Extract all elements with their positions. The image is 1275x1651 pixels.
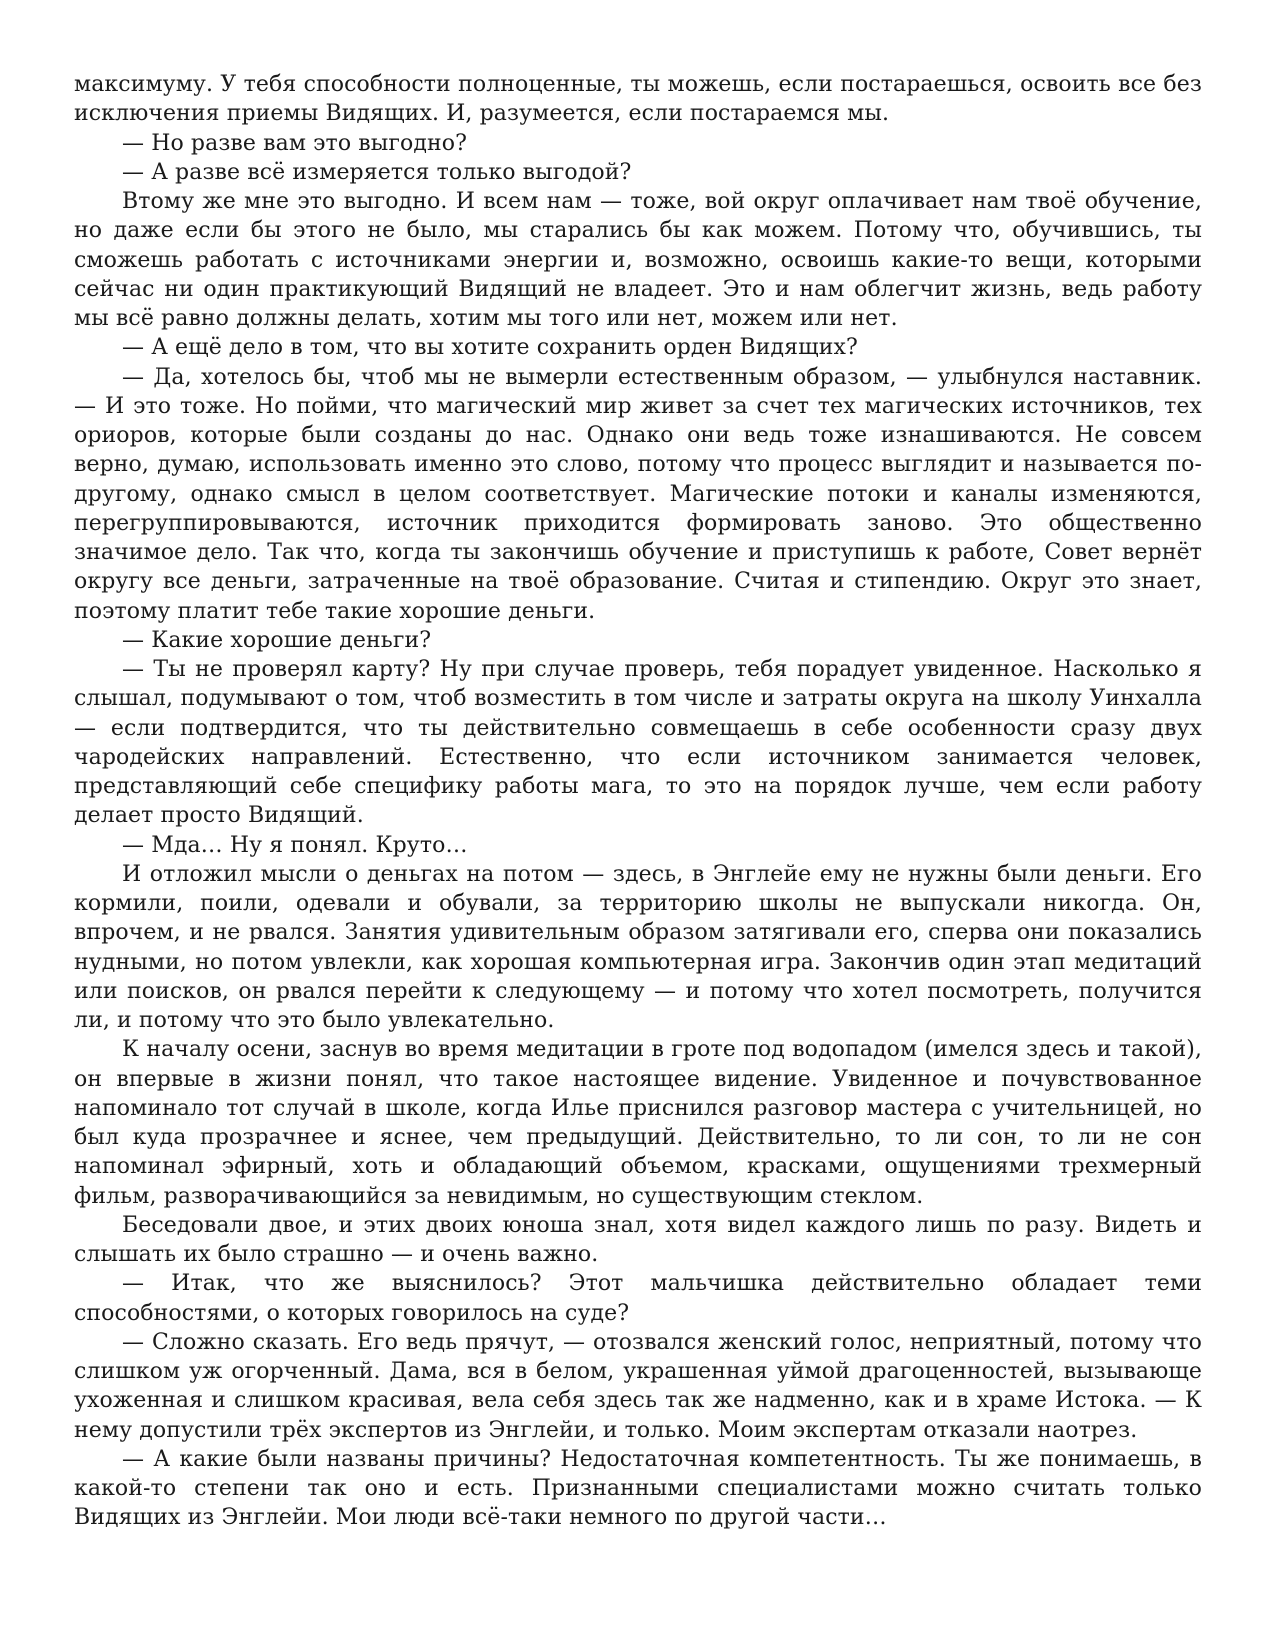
document-text [74,70,1202,1533]
paragraph: — А какие были названы причины? Недостаточная компетентность. Ты же понимаешь, в какой-то степени так оно и есть. Признанными специалистами можно считать только Видящих из Энглейи. Мои люди всё-таки немного по другой части… [74,1446,1202,1531]
paragraph: — Какие хорошие деньги? [122,627,432,653]
paragraph: — А ещё дело в том, что вы хотите сохранить орден Видящих? [122,335,858,361]
paragraph: — Ты не проверял карту? Ну при случае проверь, тебя порадует увиденное. Насколько я слышал, подумывают о том, чтоб возместить в том числе и затраты округа на школу Уинхалла — если подтвердится, что ты действительно совмещаешь в себе особенности сразу двух чародейских направлений. Естественно, что если источником занимается человек, представляющий себе специфику работы мага, то это на порядок лучше, чем если работу делает просто Видящий. [74,657,1202,829]
paragraph: максимуму. У тебя способности полноценные, ты можешь, если постараешься, освоить все без исключения приемы Видящих. И, разумеется, если постараемся мы. [74,72,1202,127]
paragraph: И отложил мысли о деньгах на потом — здесь, в Энглейе ему не нужны были деньги. Его кормили, поили, одевали и обували, за территорию школы не выпускали никогда. Он, впрочем, и не рвался. Занятия удивительным образом затягивали его, сперва они показались нудными, но потом увлекли, как хорошая компьютерная игра. Закончив один этап медитаций или поисков, он рвался перейти к следующему — и потому что хотел посмотреть, получится ли, и потому что это было увлекательно. [74,861,1202,1033]
paragraph: Беседовали двое, и этих двоих юноша знал, хотя видел каждого лишь по разу. Видеть и слышать их было страшно — и очень важно. [74,1212,1202,1267]
paragraph: Втому же мне это выгодно. И всем нам — тоже, вой округ оплачивает нам твоё обучение, но даже если бы этого не было, мы старались бы как можем. Потому что, обучившись, ты сможешь работать с источниками энергии и, возможно, освоишь какие-то вещи, которыми сейчас ни один практикующий Видящий не владеет. Это и нам облегчит жизнь, ведь работу мы всё равно должны делать, хотим мы того или нет, можем или нет. [74,189,1202,331]
paragraph: — А разве всё измеряется только выгодой? [122,159,632,185]
paragraph: К началу осени, заснув во время медитации в гроте под водопадом (имелся здесь и такой), он впервые в жизни понял, что такое настоящее видение. Увиденное и почувствованное напоминало тот случай в школе, когда Илье приснился разговор мастера с учительницей, но был куда прозрачнее и яснее, чем предыдущий. Действительно, то ли сон, то ли не сон напоминал эфирный, хоть и обладающий объемом, красками, ощущениями трехмерный фильм, разворачивающийся за невидимым, но существующим стеклом. [74,1037,1202,1209]
paragraph: — Сложно сказать. Его ведь прячут, — отозвался женский голос, неприятный, потому что слишком уж огорченный. Дама, вся в белом, украшенная уймой драгоценностей, вызывающе ухоженная и слишком красивая, вела себя здесь так же надменно, как и в храме Истока. — К нему допустили трёх экспертов из Энглейи, и только. Моим экспертам отказали наотрез. [74,1329,1202,1443]
paragraph: — Итак, что же выяснилось? Этот мальчишка действительно обладает теми способностями, о которых говорилось на суде? [74,1271,1202,1326]
paragraph: — Да, хотелось бы, чтоб мы не вымерли естественным образом, — улыбнулся наставник. — И это тоже. Но пойми, что магический мир живет за счет тех магических источников, тех ориоров, которые были созданы до нас. Однако они ведь тоже изнашиваются. Не совсем верно, думаю, использовать именно это слово, потому что процесс выглядит и называется по-другому, однако смысл в целом соответствует. Магические потоки и каналы изменяются, перегруппировываются, источник приходится формировать заново. Это общественно значимое дело. Так что, когда ты закончишь обучение и приступишь к работе, Совет вернёт округу все деньги, затраченные на твоё образование. Считая и стипендию. Округ это знает, поэтому платит тебе такие хорошие деньги. [74,364,1202,624]
paragraph: — Мда… Ну я понял. Круто… [122,832,468,858]
paragraph: — Но разве вам это выгодно? [122,130,467,156]
